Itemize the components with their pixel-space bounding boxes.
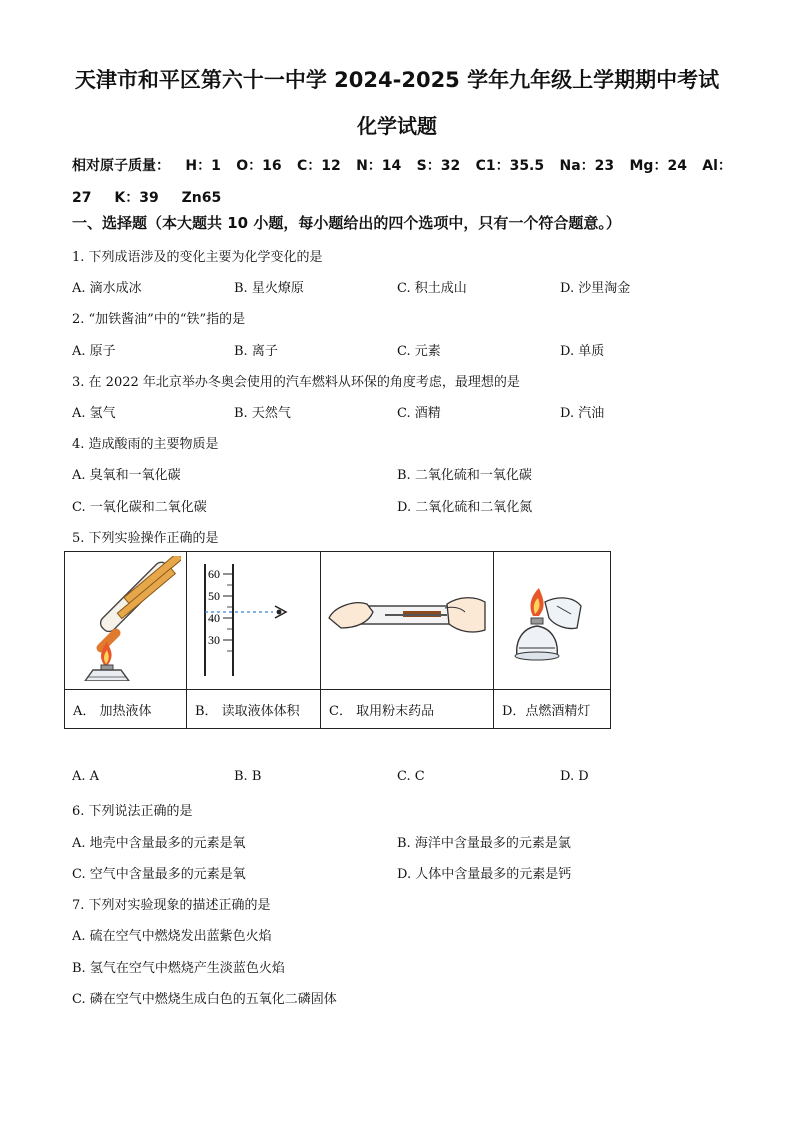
option-c: C. 磷在空气中燃烧生成白色的五氧化二磷固体 bbox=[72, 992, 337, 1007]
figure-lighting-lamp bbox=[494, 552, 611, 690]
graduated-cylinder-illustration bbox=[191, 556, 316, 681]
option-a: A. 氢气 bbox=[72, 406, 116, 421]
tick-label: 50 bbox=[208, 589, 220, 603]
option-d: D. 二氧化硫和二氧化氮 bbox=[397, 500, 533, 515]
tick-label: 40 bbox=[208, 611, 220, 625]
atomic-mass-item: N：14 bbox=[356, 158, 402, 174]
option-d: D. 沙里淘金 bbox=[560, 281, 631, 296]
option-c: C. 空气中含量最多的元素是氧 bbox=[72, 867, 246, 882]
option-a: A. 硫在空气中燃烧发出蓝紫色火焰 bbox=[72, 929, 272, 944]
option-a: A. 臭氧和一氧化碳 bbox=[72, 468, 181, 483]
option-b: B. 海洋中含量最多的元素是氯 bbox=[397, 836, 571, 851]
option-b: B. 二氧化硫和一氧化碳 bbox=[397, 468, 532, 483]
question-stem: 2. “加铁酱油”中的“铁”指的是 bbox=[72, 312, 246, 327]
figure-powder-drug bbox=[321, 552, 494, 690]
option-b: B. B bbox=[234, 769, 262, 784]
option-c: C. 元素 bbox=[397, 344, 441, 359]
option-b: B. 天然气 bbox=[234, 406, 291, 421]
lighting-lamp-illustration bbox=[497, 556, 607, 681]
tick-label: 30 bbox=[208, 633, 220, 647]
atomic-mass-label: 相对原子质量： bbox=[72, 158, 170, 174]
question-stem: 7. 下列对实验现象的描述正确的是 bbox=[72, 898, 271, 913]
option-d: D. 单质 bbox=[560, 344, 605, 359]
tick-label: 60 bbox=[208, 567, 220, 581]
option-c: C. 一氧化碳和二氧化碳 bbox=[72, 500, 207, 515]
question-stem: 6. 下列说法正确的是 bbox=[72, 804, 193, 819]
figure-reading-volume bbox=[187, 552, 321, 690]
atomic-mass-item: K：39 bbox=[114, 190, 159, 206]
caption-b: B． 读取液体体积 bbox=[187, 690, 321, 729]
caption-c: C． 取用粉末药品 bbox=[321, 690, 494, 729]
atomic-mass-list bbox=[72, 150, 732, 214]
option-c: C. 积土成山 bbox=[397, 281, 467, 296]
atomic-mass-item: 27 bbox=[72, 190, 92, 206]
atomic-mass-item: C：12 bbox=[296, 158, 341, 174]
option-b: B. 离子 bbox=[234, 344, 278, 359]
atomic-mass-item: Al： bbox=[702, 158, 732, 174]
question-stem: 5. 下列实验操作正确的是 bbox=[72, 531, 219, 546]
question-stem: 3. 在 2022 年北京举办冬奥会使用的汽车燃料从环保的角度考虑，最理想的是 bbox=[72, 375, 520, 390]
option-b: B. 氢气在空气中燃烧产生淡蓝色火焰 bbox=[72, 961, 285, 976]
option-c: C. 酒精 bbox=[397, 406, 441, 421]
question-stem: 1. 下列成语涉及的变化主要为化学变化的是 bbox=[72, 250, 323, 265]
heating-liquid-illustration bbox=[71, 556, 181, 681]
atomic-mass-item: Zn65 bbox=[181, 190, 222, 206]
question-stem: 4. 造成酸雨的主要物质是 bbox=[72, 437, 219, 452]
option-a: A. A bbox=[72, 769, 100, 784]
section-heading: 一、选择题（本大题共 10 小题，每小题给出的四个选项中，只有一个符合题意。） bbox=[72, 214, 621, 232]
page-subtitle: 化学试题 bbox=[357, 114, 437, 138]
atomic-mass-item: Na：23 bbox=[559, 158, 615, 174]
option-b: B. 星火燎原 bbox=[234, 281, 304, 296]
option-d: D. 人体中含量最多的元素是钙 bbox=[397, 867, 572, 882]
option-d: D. D bbox=[560, 769, 589, 784]
page-title: 天津市和平区第六十一中学 2024-2025 学年九年级上学期期中考试 bbox=[74, 68, 720, 92]
atomic-mass-item: H：1 bbox=[185, 158, 221, 174]
atomic-mass-item: C1：35.5 bbox=[475, 158, 545, 174]
atomic-mass-row-1 bbox=[72, 150, 732, 182]
atomic-mass-row-2 bbox=[72, 182, 732, 214]
option-a: A. 原子 bbox=[72, 344, 116, 359]
figure-heating-liquid bbox=[65, 552, 187, 690]
atomic-mass-item: O：16 bbox=[236, 158, 282, 174]
experiment-table bbox=[64, 551, 611, 729]
caption-a: A． 加热液体 bbox=[65, 690, 187, 729]
option-a: A. 地壳中含量最多的元素是氧 bbox=[72, 836, 246, 851]
atomic-mass-item: S：32 bbox=[416, 158, 461, 174]
atomic-mass-item: Mg：24 bbox=[629, 158, 687, 174]
option-c: C. C bbox=[397, 769, 425, 784]
option-d: D. 汽油 bbox=[560, 406, 605, 421]
caption-d: D．点燃酒精灯 bbox=[494, 690, 611, 729]
option-a: A. 滴水成冰 bbox=[72, 281, 142, 296]
powder-drug-illustration bbox=[325, 556, 490, 681]
